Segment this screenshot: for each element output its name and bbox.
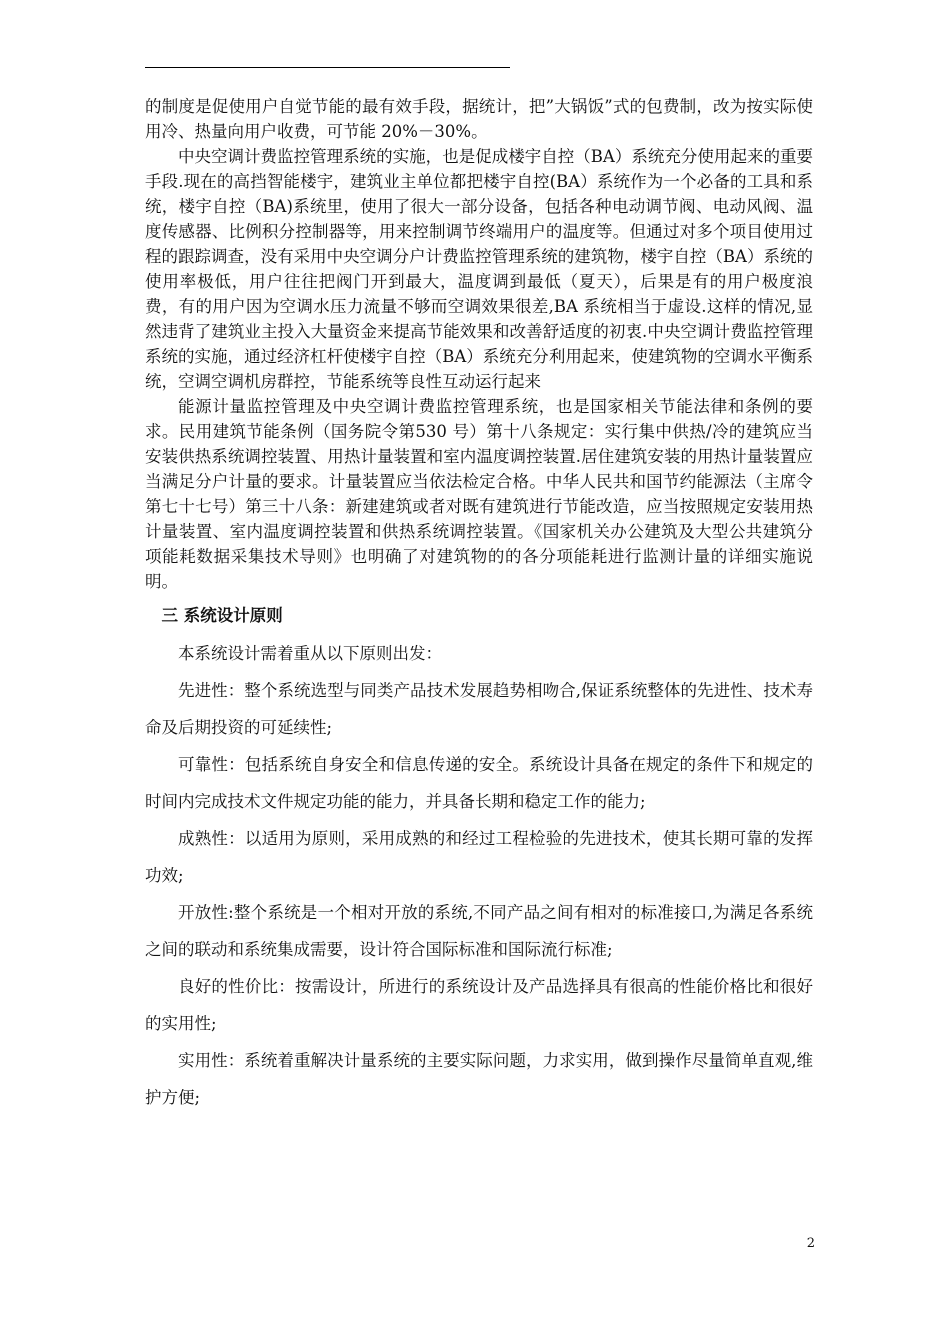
principle-intro: 本系统设计需着重从以下原则出发： (178, 644, 442, 663)
principle-practicality: 实用性：系统着重解决计量系统的主要实际问题，力求实用，做到操作尽量简单直观,维护方便; (145, 1051, 813, 1107)
intro-section (145, 94, 813, 594)
principle-reliability: 可靠性：包括系统自身安全和信息传递的安全。系统设计具备在规定的条件下和规定的时间内完成技术文件规定功能的能力，并具备长期和稳定工作的能力; (145, 755, 813, 811)
principles-section (145, 635, 813, 1116)
paragraph-ba-system: 中央空调计费监控管理系统的实施，也是促成楼宇自控（BA）系统充分使用起来的重要手段.现在的高挡智能楼宇，建筑业主单位都把楼宇自控(BA）系统作为一个必备的工具和系统，楼宇自控（BA)系统里，使用了很大一部分设备，包括各种电动调节阀、电动风阀、温度传感器、比例积分控制器等，用来控制调节终端用户的温度等。但通过对多个项目使用过程的跟踪调查，没有采用中央空调分户计费监控管理系统的建筑物，楼宇自控（BA）系统的使用率极低，用户往往把阀门开到最大，温度调到最低（夏天），后果是有的用户极度浪费，有的用户因为空调水压力流量不够而空调效果很差,BA 系统相当于虚设.这样的情况,显然违背了建筑业主投入大量资金来提高节能效果和改善舒适度的初衷.中央空调计费监控管理系统的实施，通过经济杠杆使楼宇自控（BA）系统充分利用起来，使建筑物的空调水平衡系统，空调空调机房群控，节能系统等良性互动运行起来 (145, 147, 813, 391)
section-heading: 三 系统设计原则 (161, 606, 283, 625)
document-body (145, 94, 813, 1116)
paragraph-continuation: 的制度是促使用户自觉节能的最有效手段，据统计，把”大锅饭”式的包费制，改为按实际使用冷、热量向用户收费，可节能 20%－30%。 (145, 97, 813, 141)
paragraph-regulations: 能源计量监控管理及中央空调计费监控管理系统，也是国家相关节能法律和条例的要求。民用建筑节能条例（国务院令第530 号）第十八条规定：实行集中供热/冷的建筑应当安装供热系统调控装置、用热计量装置和室内温度调控装置.居住建筑安装的用热计量装置应当满足分户计量的要求。计量装置应当依法检定合格。中华人民共和国节约能源法（主席令第七十七号）第三十八条：新建建筑或者对既有建筑进行节能改造，应当按照规定安装用热计量装置、室内温度调控装置和供热系统调控装置。《国家机关办公建筑及大型公共建筑分项能耗数据采集技术导则》也明确了对建筑物的的各分项能耗进行监测计量的详细实施说明。 (145, 397, 813, 591)
page-number: 2 (806, 1236, 815, 1251)
principle-openness: 开放性:整个系统是一个相对开放的系统,不同产品之间有相对的标准接口,为满足各系统之间的联动和系统集成需要，设计符合国际标准和国际流行标准; (145, 903, 813, 959)
header-rule (145, 67, 510, 68)
principle-cost-performance: 良好的性价比：按需设计，所进行的系统设计及产品选择具有很高的性能价格比和很好的实用性; (145, 977, 813, 1033)
principle-advanced: 先进性：整个系统选型与同类产品技术发展趋势相吻合,保证系统整体的先进性、技术寿命及后期投资的可延续性; (145, 681, 813, 737)
principle-maturity: 成熟性：以适用为原则，采用成熟的和经过工程检验的先进技术，使其长期可靠的发挥功效; (145, 829, 813, 885)
